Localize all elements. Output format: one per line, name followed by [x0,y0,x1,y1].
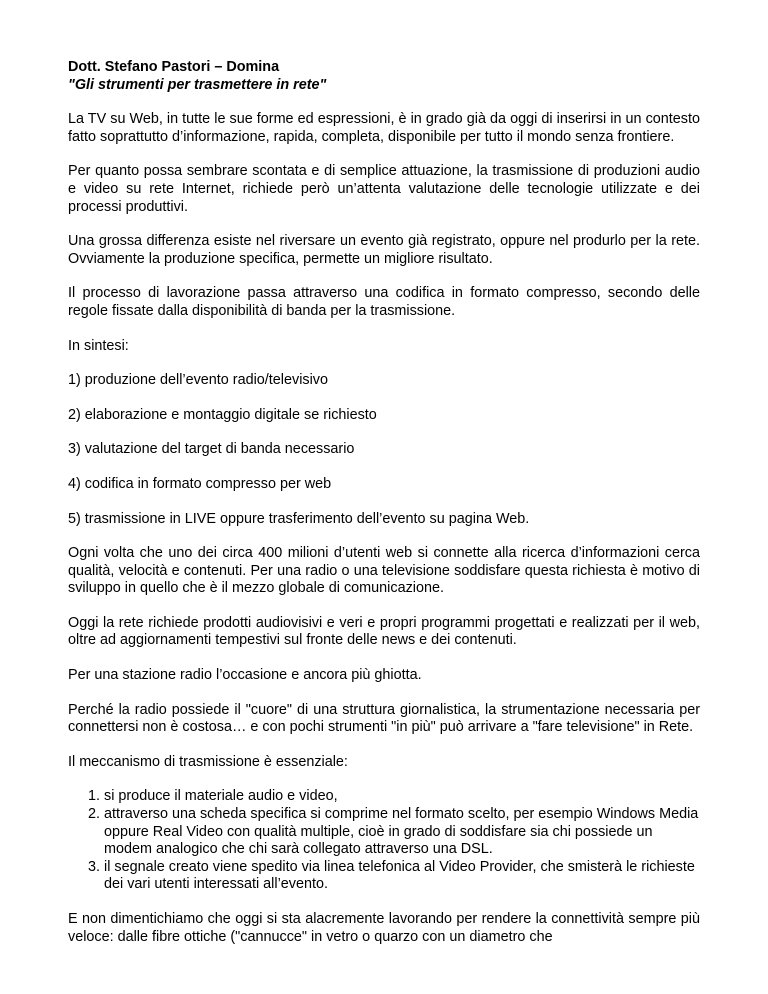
step-item-4: 4) codifica in formato compresso per web [68,475,332,492]
paragraph-mechanism-label: Il meccanismo di trasmissione è essenziale: [68,753,348,770]
paragraph-radio-opportunity: Per una stazione radio l’occasione e ancora più ghiotta. [68,667,422,684]
paragraph-intro: La TV su Web, in tutte le sue forme ed espressioni, è in grado già da oggi di inserirsi in un contesto fatto soprattutto d’informazione, rapida, completa, disponibile per tutto il mondo senza frontiere. [68,111,700,145]
list-item: 3. il segnale creato viene spedito via linea telefonica al Video Provider, che smisterà le richieste dei vari utenti interessati all’evento. [104,859,700,894]
document-title: "Gli strumenti per trasmettere in rete" [68,76,327,93]
paragraph-technology: Per quanto possa sembrare scontata e di semplice attuazione, la trasmissione di produzioni audio e video su rete Internet, richiede però un’attenta valutazione delle tecnologie utilizzate e dei processi produttivi. [68,163,700,215]
mechanism-list [68,788,700,894]
paragraph-network: Oggi la rete richiede prodotti audiovisivi e veri e propri programmi progettati e realizzati per il web, oltre ad aggiornamenti tempestivi sul fronte delle news e dei contenuti. [68,614,700,649]
step-item-3: 3) valutazione del target di banda necessario [68,441,355,458]
document-page [68,59,700,946]
paragraph-radio-heart: Perché la radio possiede il "cuore" di una struttura giornalistica, la strumentazione necessaria per connettersi non è costosa… e con pochi strumenti "in più" può arrivare a "fare televisione" in Rete. [68,701,700,736]
list-item: 1. si produce il materiale audio e video, [104,788,700,806]
paragraph-connectivity: E non dimentichiamo che oggi si sta alacremente lavorando per rendere la connettività sempre più veloce: dalle fibre ottiche ("cannucce" in vetro o quarzo con un diametro che [68,911,700,945]
step-item-5: 5) trasmissione in LIVE oppure trasferimento dell’evento su pagina Web. [68,510,530,527]
paragraph-process: Il processo di lavorazione passa attraverso una codifica in formato compresso, secondo delle regole fissate dalla disponibilità di banda per la trasmissione. [68,285,700,319]
paragraph-summary-label: In sintesi: [68,337,129,354]
paragraph-users: Ogni volta che uno dei circa 400 milioni d’utenti web si connette alla ricerca d’informazioni cerca qualità, velocità e contenuti. Per una radio o una televisione soddisfare questa richiesta è motivo di sviluppo in quello che è il mezzo globale di comunicazione. [68,545,700,597]
step-item-2: 2) elaborazione e montaggio digitale se richiesto [68,406,377,423]
paragraph-difference: Una grossa differenza esiste nel riversare un evento già registrato, oppure nel produrlo per la rete. Ovviamente la produzione specifica, permette un migliore risultato. [68,233,700,267]
author-line: Dott. Stefano Pastori – Domina [68,59,280,75]
list-item: 2. attraverso una scheda specifica si comprime nel formato scelto, per esempio Windows Media oppure Real Video con qualità multiple, cioè in grado di soddisfare sia chi possiede un modem analogico che chi sarà collegato attraverso una DSL. [104,806,700,859]
step-item-1: 1) produzione dell’evento radio/televisivo [68,372,328,389]
